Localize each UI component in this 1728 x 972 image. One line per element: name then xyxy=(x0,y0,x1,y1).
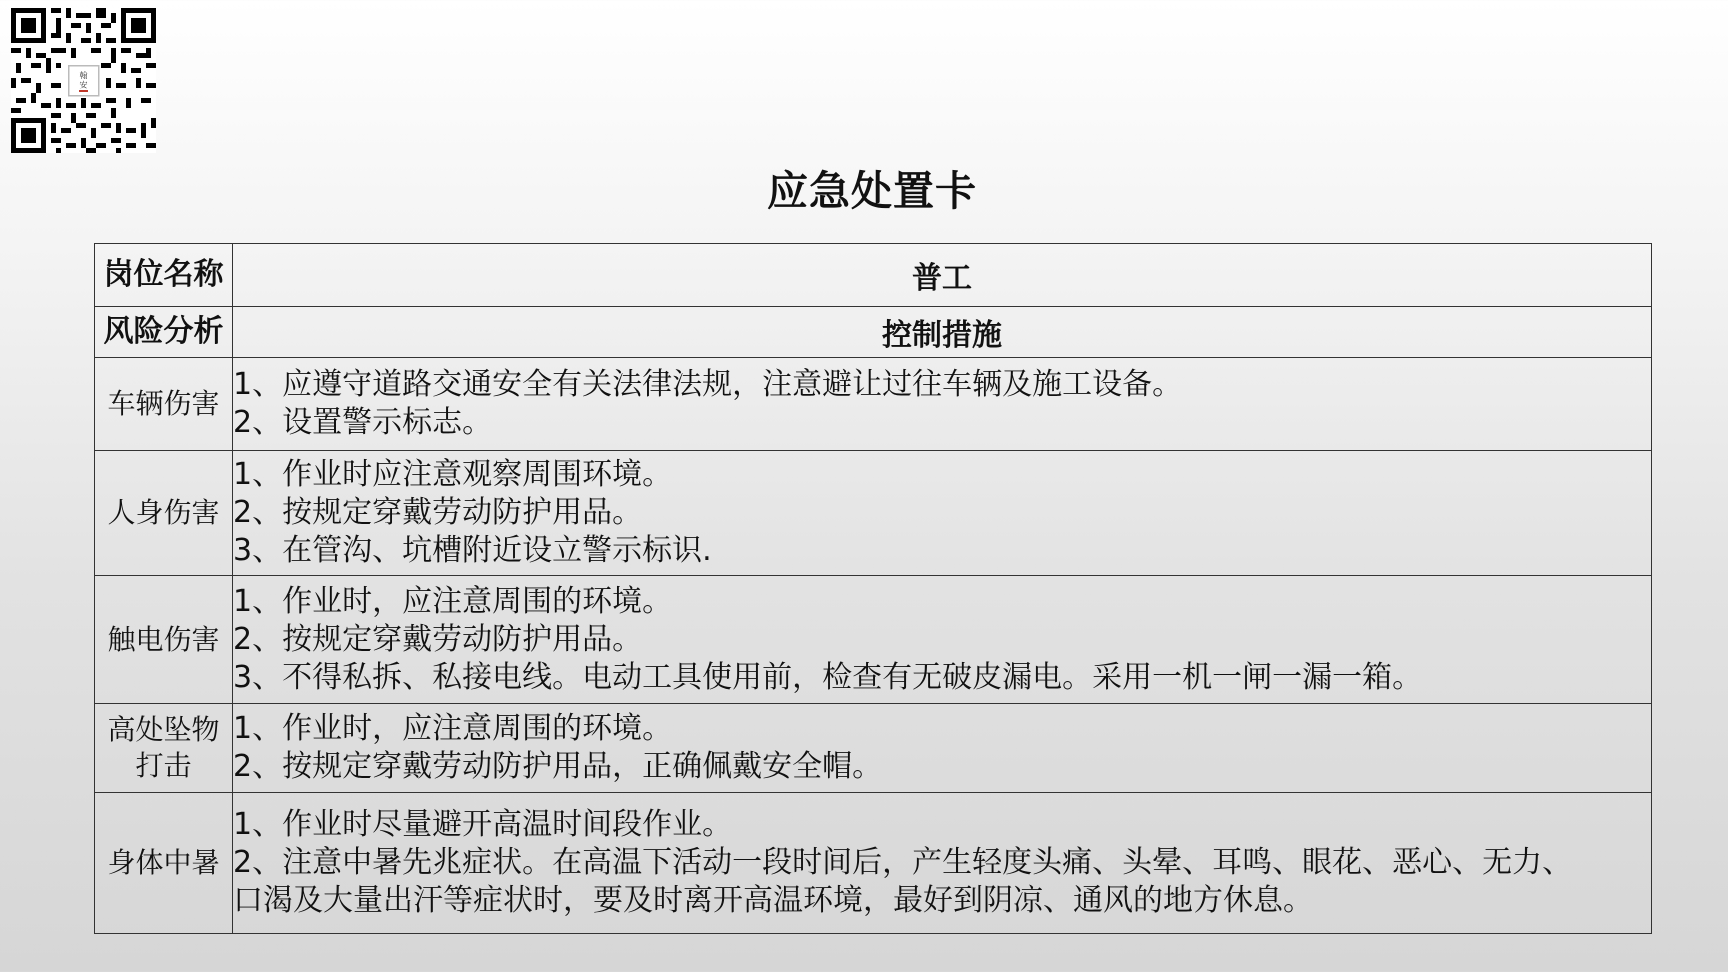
measure-line: 口渴及大量出汗等症状时，要及时离开高温环境，最好到阴凉、通风的地方休息。 xyxy=(233,883,1313,918)
table-row xyxy=(95,358,1652,451)
position-value: 普工 xyxy=(233,244,1652,307)
qr-code xyxy=(11,8,156,153)
measures-cell xyxy=(233,704,1652,793)
measure-line: 1、作业时应注意观察周围环境。 xyxy=(233,457,673,492)
qr-code-icon xyxy=(11,8,156,153)
risk-line: 高处坠物 xyxy=(107,713,220,746)
svg-text:安: 安 xyxy=(79,80,88,90)
measure-line: 1、作业时，应注意周围的环境。 xyxy=(233,583,673,619)
position-label: 岗位名称 xyxy=(95,244,233,307)
qr-logo-text: 翰 xyxy=(79,71,88,80)
measure-line: 1、作业时尽量避开高温时间段作业。 xyxy=(233,807,733,842)
risk-cell: 身体中暑 xyxy=(95,793,233,934)
measure-line: 1、作业时，应注意周围的环境。 xyxy=(233,711,673,746)
control-measures-label: 控制措施 xyxy=(233,307,1652,358)
table-row xyxy=(95,576,1652,704)
table-row xyxy=(95,451,1652,576)
table-row xyxy=(95,244,1652,307)
measure-line: 3、不得私拆、私接电线。电动工具使用前，检查有无破皮漏电。采用一机一闸一漏一箱。 xyxy=(233,659,1423,695)
risk-analysis-label: 风险分析 xyxy=(95,307,233,358)
measure-line: 1、应遵守道路交通安全有关法律法规，注意避让过往车辆及施工设备。 xyxy=(233,367,1183,402)
risk-cell: 触电伤害 xyxy=(95,576,233,704)
measure-line: 2、按规定穿戴劳动防护用品。 xyxy=(233,621,643,657)
risk-cell: 车辆伤害 xyxy=(95,358,233,451)
measures-cell xyxy=(233,793,1652,934)
emergency-card-table xyxy=(94,243,1652,934)
measure-line: 2、注意中暑先兆症状。在高温下活动一段时间后，产生轻度头痛、头晕、耳鸣、眼花、恶心、无力、 xyxy=(233,845,1573,880)
table-row xyxy=(95,307,1652,358)
measure-line: 2、设置警示标志。 xyxy=(233,405,493,440)
risk-line: 打击 xyxy=(135,749,192,782)
measure-line: 2、按规定穿戴劳动防护用品。 xyxy=(233,495,643,530)
measures-cell xyxy=(233,576,1652,704)
measure-line: 3、在管沟、坑槽附近设立警示标识. xyxy=(233,533,712,568)
measure-line: 2、按规定穿戴劳动防护用品，正确佩戴安全帽。 xyxy=(233,749,883,784)
risk-cell xyxy=(95,704,233,793)
table-row xyxy=(95,704,1652,793)
table-row xyxy=(95,793,1652,934)
measures-cell xyxy=(233,358,1652,451)
risk-cell: 人身伤害 xyxy=(95,451,233,576)
measures-cell xyxy=(233,451,1652,576)
page-title: 应急处置卡 xyxy=(767,167,977,215)
